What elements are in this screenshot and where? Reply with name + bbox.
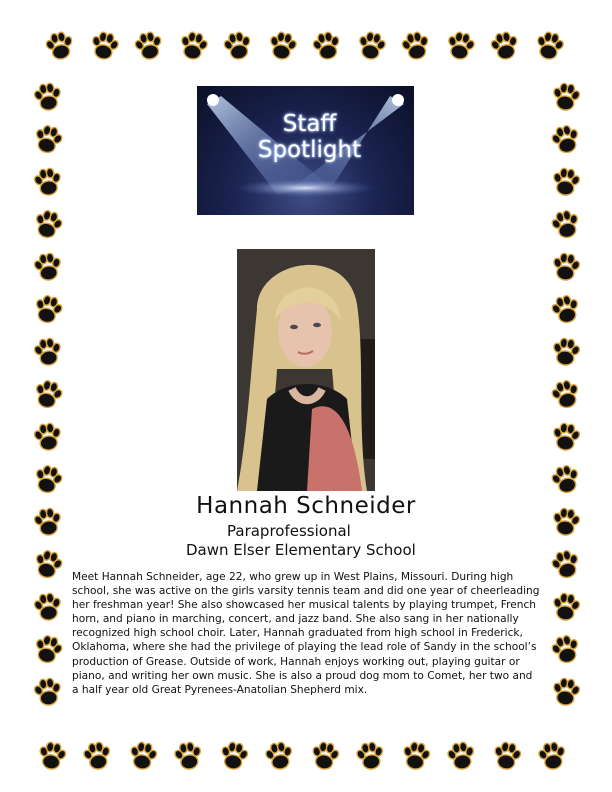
paw-print-icon xyxy=(43,30,76,62)
paw-print-icon xyxy=(355,30,388,62)
paw-print-icon xyxy=(266,30,299,62)
paw-print-icon xyxy=(549,293,583,326)
paw-print-icon xyxy=(32,167,64,197)
paw-print-icon xyxy=(550,337,582,367)
paw-print-icon xyxy=(31,123,65,156)
paw-print-icon xyxy=(444,30,477,62)
banner-title-line1: Staff xyxy=(282,111,337,137)
paw-print-icon xyxy=(533,30,566,62)
paw-print-icon xyxy=(32,422,64,452)
paw-print-icon xyxy=(218,740,251,771)
paw-print-icon xyxy=(88,30,121,62)
paw-print-icon xyxy=(491,740,524,771)
paw-print-icon xyxy=(31,463,65,496)
paw-print-icon xyxy=(36,740,69,771)
paw-print-icon xyxy=(549,378,583,411)
paw-print-icon xyxy=(177,30,210,62)
paw-print-icon xyxy=(221,30,254,62)
paw-print-icon xyxy=(549,463,583,496)
paw-print-icon xyxy=(550,422,582,452)
paw-print-icon xyxy=(31,633,65,666)
paw-print-icon xyxy=(32,592,64,622)
paw-print-icon xyxy=(309,740,342,771)
paw-print-icon xyxy=(488,30,521,62)
paw-print-icon xyxy=(549,548,583,581)
staff-role: Paraprofessional xyxy=(227,522,351,540)
school-name: Dawn Elser Elementary School xyxy=(186,541,416,559)
banner-title-line2: Spotlight xyxy=(257,137,362,163)
right-spotlight-icon xyxy=(392,94,404,106)
paw-print-icon xyxy=(549,123,583,156)
paw-print-icon xyxy=(536,740,569,771)
paw-print-icon xyxy=(31,293,65,326)
paw-print-icon xyxy=(172,740,205,771)
paw-print-icon xyxy=(549,208,583,241)
paw-print-icon xyxy=(31,208,65,241)
paw-print-icon xyxy=(550,252,582,282)
paw-print-icon xyxy=(550,167,582,197)
staff-bio: Meet Hannah Schneider, age 22, who grew up in West Plains, Missouri. During high school, she was active on the girls varsity tennis team and did one year of cheerleading her freshman year! She also showcased her musical talents by playing trumpet, French horn, and piano in marching, concert, and jazz band. She also sang in her nationally recognized high school choir. Later, Hannah graduated from high school in Frederick, Oklahoma, where she had the privilege of playing the lead role of Sandy in the school’s production of Grease. Outside of work, Hannah enjoys working out, playing guitar or piano, and writing her own music. She is also a proud dog mom to Comet, her two and a half year old Great Pyrenees-Anatolian Shepherd mix. xyxy=(72,571,540,696)
paw-print-icon xyxy=(263,740,296,771)
paw-print-icon xyxy=(32,677,64,707)
paw-print-icon xyxy=(549,633,583,666)
paw-print-icon xyxy=(81,740,114,771)
paw-print-icon xyxy=(132,30,165,62)
paw-print-icon xyxy=(32,82,64,112)
paw-print-icon xyxy=(127,740,160,771)
staff-name: Hannah Schneider xyxy=(196,493,416,519)
staff-spotlight-banner xyxy=(197,86,414,215)
paw-print-icon xyxy=(32,337,64,367)
left-spotlight-icon xyxy=(207,94,219,106)
paw-print-icon xyxy=(550,82,582,112)
portrait-illustration xyxy=(237,249,375,491)
paw-print-icon xyxy=(31,378,65,411)
paw-print-icon xyxy=(399,30,432,62)
paw-print-icon xyxy=(354,740,387,771)
paw-print-icon xyxy=(400,740,433,771)
paw-print-icon xyxy=(31,548,65,581)
paw-print-icon xyxy=(445,740,478,771)
paw-print-icon xyxy=(550,592,582,622)
staff-photo xyxy=(237,249,375,491)
paw-print-icon xyxy=(310,30,343,62)
paw-print-icon xyxy=(550,677,582,707)
paw-print-icon xyxy=(32,252,64,282)
